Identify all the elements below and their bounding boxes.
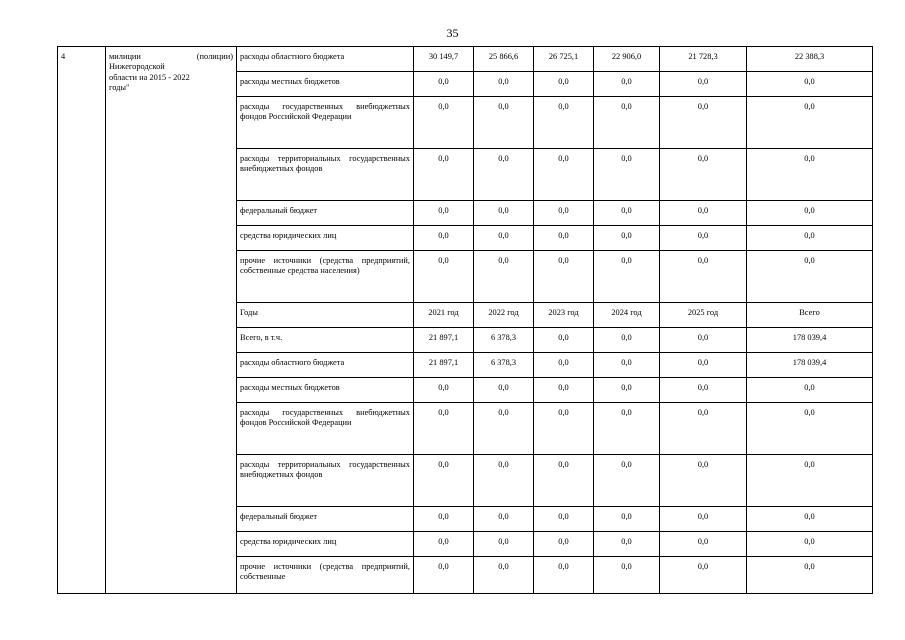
value-cell: 0,0 [534, 507, 594, 532]
value-cell: 0,0 [474, 507, 534, 532]
value-cell: 25 866,6 [474, 47, 534, 72]
value-cell: 0,0 [534, 251, 594, 303]
value-cell: 0,0 [747, 149, 873, 201]
value-cell: 0,0 [660, 455, 747, 507]
value-cell: 0,0 [660, 507, 747, 532]
value-cell: 0,0 [474, 72, 534, 97]
value-cell: 0,0 [594, 403, 660, 455]
value-cell: 0,0 [594, 226, 660, 251]
value-cell: 0,0 [660, 403, 747, 455]
value-cell: 21 897,1 [414, 353, 474, 378]
funding-source-cell: расходы территориальных государственных внебюджетных фондов [237, 455, 414, 507]
funding-source-cell: Всего, в т.ч. [237, 328, 414, 353]
value-cell: 0,0 [747, 72, 873, 97]
value-cell: 2021 год [414, 303, 474, 328]
program-name-line: Нижегородской [109, 62, 165, 72]
funding-source-cell: расходы областного бюджета [237, 47, 414, 72]
funding-source-cell: расходы местных бюджетов [237, 378, 414, 403]
page-number: 35 [446, 26, 459, 40]
funding-source-cell: прочие источники (средства предприятий, собственные [237, 557, 414, 594]
value-cell: 0,0 [474, 97, 534, 149]
value-cell: 0,0 [474, 557, 534, 594]
value-cell: 0,0 [660, 149, 747, 201]
funding-source-cell: расходы территориальных государственных внебюджетных фондов [237, 149, 414, 201]
value-cell: 0,0 [747, 251, 873, 303]
value-cell: 0,0 [474, 201, 534, 226]
value-cell: 0,0 [594, 455, 660, 507]
value-cell: 0,0 [534, 72, 594, 97]
value-cell: 0,0 [594, 72, 660, 97]
value-cell: 0,0 [414, 378, 474, 403]
value-cell: 0,0 [594, 201, 660, 226]
value-cell: 0,0 [414, 149, 474, 201]
value-cell: 0,0 [534, 201, 594, 226]
value-cell: 0,0 [747, 507, 873, 532]
value-cell: 0,0 [534, 149, 594, 201]
value-cell: 0,0 [414, 97, 474, 149]
value-cell: 0,0 [534, 403, 594, 455]
value-cell: 0,0 [660, 378, 747, 403]
funding-source-cell: федеральный бюджет [237, 507, 414, 532]
value-cell: 0,0 [414, 251, 474, 303]
value-cell: 0,0 [594, 251, 660, 303]
value-cell: 0,0 [594, 149, 660, 201]
value-cell: 0,0 [534, 353, 594, 378]
value-cell: 0,0 [534, 532, 594, 557]
program-name-line: годы" [109, 83, 130, 93]
value-cell: 2023 год [534, 303, 594, 328]
value-cell: 30 149,7 [414, 47, 474, 72]
value-cell: 0,0 [660, 201, 747, 226]
value-cell: 0,0 [534, 455, 594, 507]
value-cell: 0,0 [747, 226, 873, 251]
value-cell: 0,0 [414, 226, 474, 251]
value-cell: 0,0 [660, 353, 747, 378]
budget-table [57, 46, 873, 594]
value-cell: 0,0 [474, 226, 534, 251]
value-cell: 0,0 [747, 201, 873, 226]
value-cell: 0,0 [660, 97, 747, 149]
value-cell: 0,0 [534, 97, 594, 149]
value-cell: 0,0 [474, 532, 534, 557]
value-cell: 0,0 [747, 97, 873, 149]
value-cell: 22 906,0 [594, 47, 660, 72]
table-row [58, 47, 873, 72]
funding-source-cell: прочие источники (средства предприятий, собственные средства населения) [237, 251, 414, 303]
value-cell: 178 039,4 [747, 353, 873, 378]
value-cell: 2022 год [474, 303, 534, 328]
program-name-line: области на 2015 - 2022 [109, 72, 190, 82]
funding-source-cell: федеральный бюджет [237, 201, 414, 226]
value-cell: 0,0 [594, 507, 660, 532]
value-cell: 0,0 [414, 403, 474, 455]
funding-source-cell: расходы областного бюджета [237, 353, 414, 378]
value-cell: 0,0 [747, 403, 873, 455]
value-cell: Всего [747, 303, 873, 328]
funding-source-cell: Годы [237, 303, 414, 328]
value-cell: 0,0 [534, 557, 594, 594]
value-cell: 6 378,3 [474, 328, 534, 353]
value-cell: 0,0 [474, 403, 534, 455]
value-cell: 2024 год [594, 303, 660, 328]
value-cell: 0,0 [594, 532, 660, 557]
value-cell: 26 725,1 [534, 47, 594, 72]
funding-source-cell: расходы местных бюджетов [237, 72, 414, 97]
program-name-line: милиции (полиции) [109, 52, 233, 61]
row-number-cell: 4 [58, 47, 106, 594]
value-cell: 21 728,3 [660, 47, 747, 72]
value-cell: 0,0 [414, 201, 474, 226]
value-cell: 0,0 [414, 507, 474, 532]
value-cell: 0,0 [534, 226, 594, 251]
value-cell: 0,0 [594, 557, 660, 594]
value-cell: 0,0 [747, 532, 873, 557]
value-cell: 0,0 [660, 226, 747, 251]
value-cell: 0,0 [660, 328, 747, 353]
value-cell: 0,0 [747, 557, 873, 594]
value-cell: 6 378,3 [474, 353, 534, 378]
value-cell: 0,0 [474, 251, 534, 303]
funding-source-cell: средства юридических лиц [237, 532, 414, 557]
value-cell: 0,0 [747, 378, 873, 403]
value-cell: 0,0 [534, 378, 594, 403]
value-cell: 21 897,1 [414, 328, 474, 353]
funding-source-cell: расходы государственных внебюджетных фондов Российской Федерации [237, 403, 414, 455]
value-cell: 0,0 [414, 72, 474, 97]
value-cell: 22 388,3 [747, 47, 873, 72]
value-cell: 0,0 [474, 149, 534, 201]
value-cell: 0,0 [594, 97, 660, 149]
program-name-cell [106, 47, 237, 594]
value-cell: 0,0 [594, 328, 660, 353]
value-cell: 0,0 [474, 455, 534, 507]
value-cell: 0,0 [414, 557, 474, 594]
value-cell: 0,0 [660, 557, 747, 594]
value-cell: 0,0 [414, 455, 474, 507]
funding-source-cell: средства юридических лиц [237, 226, 414, 251]
funding-source-cell: расходы государственных внебюджетных фондов Российской Федерации [237, 97, 414, 149]
value-cell: 2025 год [660, 303, 747, 328]
value-cell: 0,0 [534, 328, 594, 353]
value-cell: 0,0 [474, 378, 534, 403]
value-cell: 0,0 [594, 353, 660, 378]
value-cell: 0,0 [660, 532, 747, 557]
value-cell: 178 039,4 [747, 328, 873, 353]
value-cell: 0,0 [660, 251, 747, 303]
value-cell: 0,0 [660, 72, 747, 97]
value-cell: 0,0 [414, 532, 474, 557]
value-cell: 0,0 [747, 455, 873, 507]
value-cell: 0,0 [594, 378, 660, 403]
